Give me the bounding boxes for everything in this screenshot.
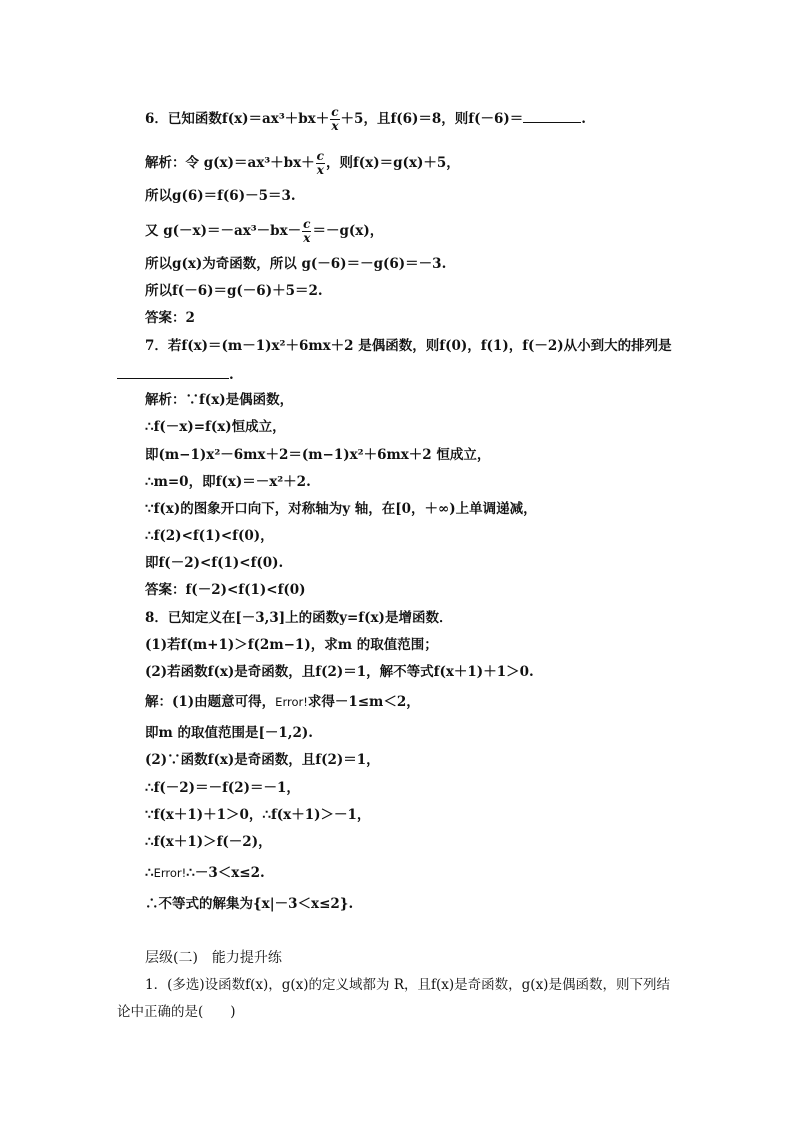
q7-stem-line-1: 7．若f(x)＝(m－1)x²＋6mx＋2 是偶函数，则f(0)，f(1)，f(－2)从小到大的排列是 <box>145 338 672 354</box>
q8-solution-line-5: ∵f(x＋1)＋1＞0，∴f(x＋1)＞－1， <box>145 807 371 823</box>
q8-stem-line-2: (1)若f(m+1)＞f(2m−1)，求m 的取值范围； <box>145 637 438 653</box>
q6-sol-l3-suffix: ＝－g(x)， <box>312 223 384 239</box>
q7-stem-end: . <box>229 367 234 383</box>
q6-answer-blank <box>523 108 581 123</box>
q6-stem-suffix: ＋5，且f(6)＝8，则f(－6)＝ <box>340 111 524 127</box>
q6-sol-frac1-numerator: c <box>316 149 324 163</box>
q8-sol-l7-suffix: ∴－3＜x≤2. <box>186 865 265 881</box>
q6-sol-fraction-1 <box>316 150 325 177</box>
q6-sol-l3-prefix: 又 g(－x)＝－ax³－bx－ <box>145 223 302 239</box>
q8-solution-line-7 <box>145 864 265 882</box>
q8-solution-line-1 <box>145 693 420 711</box>
q8-sol-l7-prefix: ∴ <box>145 865 154 881</box>
section-heading: 层级(二) 能力提升练 <box>145 950 282 966</box>
q6-solution-line-5: 所以f(－6)＝g(－6)＋5＝2. <box>145 283 323 299</box>
q6-frac-numerator: c <box>331 105 339 119</box>
q8-stem-line-1: 8．已知定义在[－3,3]上的函数y=f(x)是增函数． <box>145 610 453 626</box>
q7-solution-line-6: ∴f(2)<f(1)<f(0)， <box>145 528 274 544</box>
q8-solution-line-8: ∴不等式的解集为{x|－3＜x≤2}. <box>145 896 354 912</box>
q8-sol-l7-error: Error! <box>153 866 187 880</box>
q8-solution-line-3: (2)∵函数f(x)是奇函数，且f(2)＝1， <box>145 752 380 768</box>
q6-stem-prefix: 6．已知函数f(x)＝ax³＋bx＋ <box>145 111 330 127</box>
q7-solution-line-5: ∵f(x)的图象开口向下，对称轴为y 轴，在[0，＋∞)上单调递减， <box>145 501 537 517</box>
q6-fraction <box>330 106 339 133</box>
q8-stem-line-3: (2)若函数f(x)是奇函数，且f(2)＝1，解不等式f(x＋1)＋1＞0. <box>145 664 534 680</box>
q6-answer: 答案：2 <box>145 310 195 326</box>
q6-sol-frac2-denominator: x <box>303 231 311 245</box>
q6-solution-line-2: 所以g(6)＝f(6)－5＝3. <box>145 188 296 204</box>
q8-sol-l1-suffix: 求得－1≤m＜2， <box>307 694 420 710</box>
q8-solution-line-4: ∴f(－2)＝－f(2)＝－1， <box>145 780 300 796</box>
q1-stem-line-1: 1．(多选)设函数f(x)，g(x)的定义域都为 R，且f(x)是奇函数，g(x)是偶函数，则下列结 <box>145 977 670 993</box>
q7-answer-blank <box>117 364 229 379</box>
q7-solution-line-1: 解析：∵f(x)是偶函数， <box>145 392 294 408</box>
q6-solution-line-1 <box>145 150 460 177</box>
q7-answer: 答案：f(－2)<f(1)<f(0) <box>145 582 306 598</box>
q6-solution-line-3 <box>145 218 383 245</box>
q6-sol-l1-suffix: ，则f(x)＝g(x)＋5， <box>325 155 460 171</box>
q6-sol-l1-prefix: 解析：令 g(x)＝ax³＋bx＋ <box>145 155 315 171</box>
q6-solution-line-4: 所以g(x)为奇函数，所以 g(－6)＝－g(6)＝－3. <box>145 256 447 272</box>
q7-solution-line-2: ∴f(－x)=f(x)恒成立， <box>145 419 286 435</box>
q7-solution-line-3: 即(m−1)x²－6mx＋2＝(m−1)x²＋6mx＋2 恒成立， <box>145 447 491 463</box>
q8-solution-line-2: 即m 的取值范围是[－1,2). <box>145 725 313 741</box>
q6-stem <box>145 106 586 133</box>
q8-solution-line-6: ∴f(x＋1)＞f(－2)， <box>145 834 272 850</box>
q8-sol-l1-error: Error! <box>275 695 308 709</box>
q7-solution-line-4: ∴m=0，即f(x)＝－x²＋2. <box>145 474 311 490</box>
q7-stem-line-2 <box>117 364 234 384</box>
q7-solution-line-7: 即f(－2)<f(1)<f(0). <box>145 555 284 571</box>
q6-sol-frac1-denominator: x <box>316 163 324 177</box>
q8-sol-l1-prefix: 解：(1)由题意可得， <box>145 694 276 710</box>
q6-sol-fraction-2 <box>302 218 311 245</box>
q6-stem-end: . <box>581 111 586 127</box>
q6-sol-frac2-numerator: c <box>303 217 311 231</box>
q6-frac-denominator: x <box>331 119 339 133</box>
q1-stem-line-2: 论中正确的是( ) <box>117 1004 236 1020</box>
